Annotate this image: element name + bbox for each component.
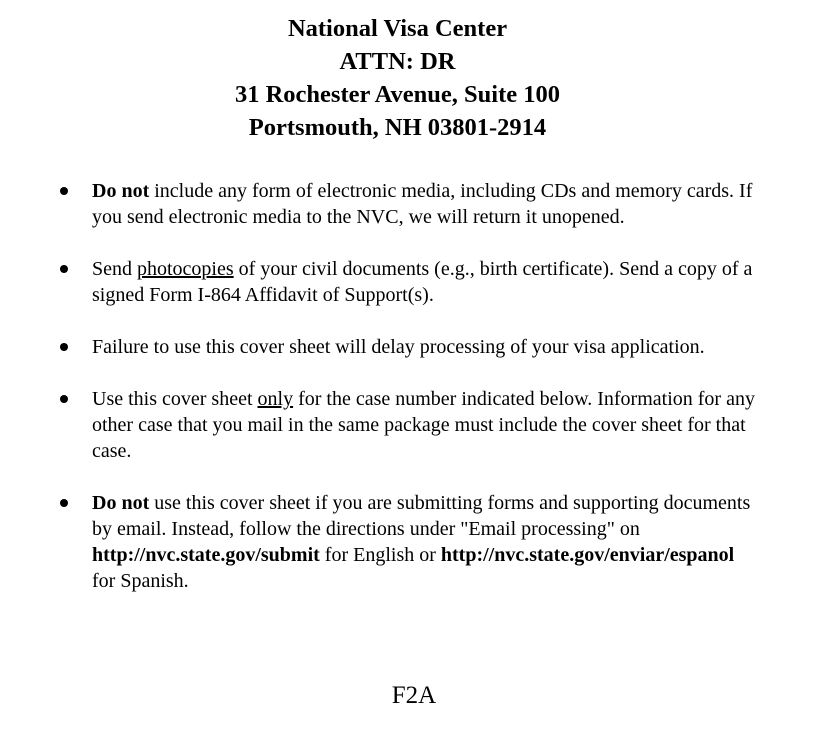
bullet-icon <box>60 499 68 507</box>
bullet-icon <box>60 265 68 273</box>
address-line-attn: ATTN: DR <box>339 48 456 75</box>
instruction-text: Failure to use this cover sheet will delay processing of your visa application. <box>92 336 705 358</box>
instruction-text: for Spanish. <box>92 570 189 592</box>
instruction-text: of your civil documents (e.g., birth certificate). Send a copy of a signed Form I-864 Affidavit of Support(s). <box>92 258 753 306</box>
instruction-email-processing <box>60 490 760 594</box>
bullet-icon <box>60 395 68 403</box>
mailing-address <box>0 12 795 144</box>
underlined-term: photocopies <box>137 258 234 280</box>
instruction-text: for English or <box>319 544 441 566</box>
instruction-photocopies <box>60 256 760 308</box>
instruction-text: Send <box>92 258 137 280</box>
instruction-electronic-media <box>60 178 760 230</box>
case-category-code: F2A <box>391 682 437 709</box>
bold-lead: Do not <box>92 492 150 514</box>
instruction-case-number <box>60 386 760 464</box>
instruction-text: use this cover sheet if you are submitting forms and supporting documents by email. Instead, follow the directions under "Email processing" on <box>92 492 751 540</box>
spanish-url: http://nvc.state.gov/enviar/espanol <box>440 544 735 566</box>
instruction-text: Use this cover sheet <box>92 388 258 410</box>
address-line-org: National Visa Center <box>287 15 508 42</box>
instructions-list <box>60 178 760 620</box>
bullet-icon <box>60 187 68 195</box>
instruction-cover-sheet-delay <box>60 334 760 360</box>
underlined-term: only <box>257 388 294 410</box>
address-line-street: 31 Rochester Avenue, Suite 100 <box>234 81 561 108</box>
submit-url: http://nvc.state.gov/submit <box>92 544 320 566</box>
instruction-text: include any form of electronic media, including CDs and memory cards. If you send electronic media to the NVC, we will return it unopened. <box>92 180 753 228</box>
instruction-text: for the case number indicated below. Information for any other case that you mail in the same package must include the cover sheet for that case. <box>92 388 755 462</box>
bullet-icon <box>60 343 68 351</box>
bold-lead: Do not <box>92 180 150 202</box>
address-line-city: Portsmouth, NH 03801-2914 <box>248 114 547 141</box>
